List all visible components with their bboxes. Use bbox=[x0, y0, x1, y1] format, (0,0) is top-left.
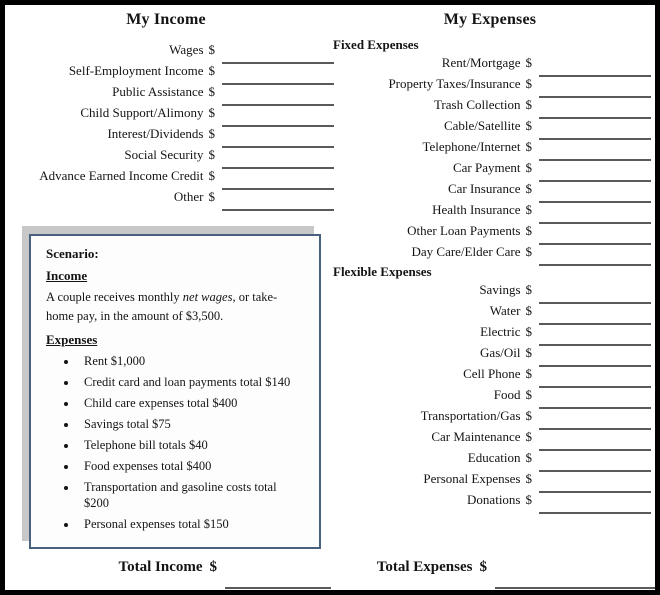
expense-item-label bbox=[333, 365, 539, 382]
item-text: Public Assistance bbox=[112, 84, 204, 99]
fill-in-line bbox=[222, 150, 334, 169]
expense-row bbox=[333, 243, 651, 264]
item-text: Donations bbox=[467, 492, 521, 507]
expense-item-label bbox=[333, 323, 539, 340]
income-item-label bbox=[9, 83, 222, 100]
expense-item-label bbox=[333, 470, 539, 487]
item-text: Day Care/Elder Care bbox=[411, 244, 521, 259]
expense-row bbox=[333, 96, 651, 117]
expense-row bbox=[333, 344, 651, 365]
currency-symbol: $ bbox=[525, 366, 532, 381]
item-text: Property Taxes/Insurance bbox=[388, 76, 521, 91]
item-text: Other Loan Payments bbox=[407, 223, 521, 238]
item-text: Personal Expenses bbox=[423, 471, 521, 486]
fill-in-line bbox=[539, 100, 651, 119]
fill-in-line bbox=[539, 163, 651, 182]
fill-in-line bbox=[539, 247, 651, 266]
fill-in-line bbox=[539, 142, 651, 161]
income-item-label bbox=[9, 62, 222, 79]
currency-symbol: $ bbox=[525, 97, 532, 112]
item-text: Car Maintenance bbox=[431, 429, 521, 444]
flexible-expenses-header: Flexible Expenses bbox=[333, 264, 432, 279]
currency-symbol: $ bbox=[208, 147, 215, 162]
fill-in-line bbox=[539, 306, 651, 325]
currency-symbol: $ bbox=[209, 559, 217, 575]
income-row bbox=[9, 125, 334, 146]
fill-in-line bbox=[222, 129, 334, 148]
currency-symbol: $ bbox=[525, 303, 532, 318]
item-text: Trash Collection bbox=[433, 97, 521, 112]
scenario-expenses-heading: Expenses bbox=[46, 332, 98, 347]
scenario-heading: Scenario: bbox=[46, 246, 99, 261]
expense-row bbox=[333, 407, 651, 428]
text-segment: A couple receives monthly bbox=[46, 290, 183, 304]
expense-item-label bbox=[333, 117, 539, 134]
item-text: Self-Employment Income bbox=[68, 63, 204, 78]
expense-item-label bbox=[333, 428, 539, 445]
expense-item-label bbox=[333, 491, 539, 508]
fill-in-line bbox=[539, 495, 651, 514]
fill-in-line bbox=[539, 226, 651, 245]
item-text: Total Expenses bbox=[376, 559, 473, 575]
expense-row bbox=[333, 54, 651, 75]
currency-symbol: $ bbox=[208, 84, 215, 99]
item-text: Cable/Satellite bbox=[443, 118, 521, 133]
expense-row bbox=[333, 386, 651, 407]
scenario-bullet: • Telephone bill totals $40 bbox=[78, 437, 304, 453]
item-text: Food bbox=[493, 387, 521, 402]
item-text: Child Support/Alimony bbox=[80, 105, 204, 120]
expense-item-label bbox=[333, 138, 539, 155]
income-row bbox=[9, 167, 334, 188]
expense-item-label bbox=[333, 159, 539, 176]
item-text: Gas/Oil bbox=[480, 345, 521, 360]
fill-in-line bbox=[539, 58, 651, 77]
total-income-label bbox=[9, 557, 225, 577]
income-item-label bbox=[9, 104, 222, 121]
total-expenses-label bbox=[341, 557, 495, 577]
item-text: Education bbox=[467, 450, 521, 465]
item-text: Interest/Dividends bbox=[107, 126, 204, 141]
fill-in-line bbox=[222, 192, 334, 211]
expense-row bbox=[333, 470, 651, 491]
expense-row bbox=[333, 428, 651, 449]
income-item-label bbox=[9, 146, 222, 163]
fill-in-line bbox=[222, 45, 334, 64]
expenses-title: My Expenses bbox=[443, 11, 537, 28]
currency-symbol: $ bbox=[525, 160, 532, 175]
item-text: Social Security bbox=[124, 147, 204, 162]
currency-symbol: $ bbox=[208, 189, 215, 204]
fill-in-line bbox=[539, 390, 651, 409]
expense-item-label bbox=[333, 180, 539, 197]
currency-symbol: $ bbox=[525, 492, 532, 507]
expense-row bbox=[333, 365, 651, 386]
income-item-label bbox=[9, 125, 222, 142]
currency-symbol: $ bbox=[208, 105, 215, 120]
currency-symbol: $ bbox=[525, 118, 532, 133]
currency-symbol: $ bbox=[525, 324, 532, 339]
expense-item-label bbox=[333, 75, 539, 92]
expense-row bbox=[333, 159, 651, 180]
scenario-box bbox=[29, 234, 321, 549]
expense-row bbox=[333, 138, 651, 159]
scenario-bullet: • Food expenses total $400 bbox=[78, 458, 304, 474]
currency-symbol: $ bbox=[525, 471, 532, 486]
item-text: Transportation/Gas bbox=[420, 408, 521, 423]
fill-in-line bbox=[539, 411, 651, 430]
fill-in-line bbox=[539, 184, 651, 203]
expense-row bbox=[333, 75, 651, 96]
fill-in-line bbox=[222, 171, 334, 190]
fill-in-line bbox=[539, 474, 651, 493]
scenario-income-heading: Income bbox=[46, 268, 88, 283]
expenses-section bbox=[333, 37, 651, 512]
fill-in-line bbox=[222, 108, 334, 127]
expense-item-label bbox=[333, 302, 539, 319]
fill-in-line bbox=[222, 66, 334, 85]
scenario-bullet: • Rent $1,000 bbox=[78, 353, 304, 369]
fill-in-line bbox=[539, 369, 651, 388]
total-expenses-row bbox=[341, 557, 655, 581]
income-item-label bbox=[9, 188, 222, 205]
text-segment-italic: net wages bbox=[182, 290, 233, 304]
expense-item-label bbox=[333, 386, 539, 403]
item-text: Cell Phone bbox=[463, 366, 521, 381]
scenario-income-text bbox=[46, 288, 304, 326]
expense-item-label bbox=[333, 96, 539, 113]
expense-item-label bbox=[333, 243, 539, 260]
currency-symbol: $ bbox=[525, 429, 532, 444]
item-text: Telephone/Internet bbox=[422, 139, 521, 154]
item-text: Water bbox=[489, 303, 521, 318]
item-text: Electric bbox=[480, 324, 521, 339]
currency-symbol: $ bbox=[525, 282, 532, 297]
fill-in-line bbox=[539, 121, 651, 140]
fill-in-line bbox=[539, 348, 651, 367]
currency-symbol: $ bbox=[525, 345, 532, 360]
fill-in-line bbox=[539, 327, 651, 346]
fill-in-line bbox=[539, 453, 651, 472]
fill-in-line bbox=[539, 285, 651, 304]
item-text: Rent/Mortgage bbox=[441, 55, 521, 70]
item-text: Other bbox=[173, 189, 204, 204]
expense-row bbox=[333, 222, 651, 243]
income-row bbox=[9, 83, 334, 104]
currency-symbol: $ bbox=[525, 202, 532, 217]
expense-item-label bbox=[333, 201, 539, 218]
income-row bbox=[9, 62, 334, 83]
currency-symbol: $ bbox=[525, 139, 532, 154]
currency-symbol: $ bbox=[208, 126, 215, 141]
expense-item-label bbox=[333, 222, 539, 239]
expense-row bbox=[333, 201, 651, 222]
currency-symbol: $ bbox=[525, 55, 532, 70]
expense-row bbox=[333, 117, 651, 138]
expense-item-label bbox=[333, 407, 539, 424]
currency-symbol: $ bbox=[525, 76, 532, 91]
expense-item-label bbox=[333, 449, 539, 466]
fill-in-line bbox=[539, 205, 651, 224]
scenario-bullet: • Personal expenses total $150 bbox=[78, 516, 304, 532]
scenario-bullet: • Child care expenses total $400 bbox=[78, 395, 304, 411]
total-expenses-line bbox=[495, 565, 655, 589]
currency-symbol: $ bbox=[525, 223, 532, 238]
income-title: My Income bbox=[126, 11, 206, 28]
currency-symbol: $ bbox=[208, 63, 215, 78]
item-text: Car Payment bbox=[452, 160, 521, 175]
income-item-label bbox=[9, 167, 222, 184]
expense-row bbox=[333, 180, 651, 201]
expense-item-label bbox=[333, 54, 539, 71]
item-text: Health Insurance bbox=[432, 202, 521, 217]
expense-item-label bbox=[333, 281, 539, 298]
item-text: Car Insurance bbox=[447, 181, 521, 196]
text-segment: , or take-home pay, in the amount of $3,500. bbox=[46, 290, 278, 323]
income-item-label bbox=[9, 41, 222, 58]
item-text: Total Income bbox=[118, 559, 203, 575]
expense-row bbox=[333, 491, 651, 512]
income-row bbox=[9, 146, 334, 167]
total-income-row bbox=[9, 557, 331, 581]
expense-row bbox=[333, 449, 651, 470]
currency-symbol: $ bbox=[525, 450, 532, 465]
scenario-bullet: • Credit card and loan payments total $140 bbox=[78, 374, 304, 390]
currency-symbol: $ bbox=[208, 42, 215, 57]
currency-symbol: $ bbox=[525, 387, 532, 402]
total-income-line bbox=[225, 565, 331, 589]
fill-in-line bbox=[222, 87, 334, 106]
income-row bbox=[9, 41, 334, 62]
item-text: Wages bbox=[169, 42, 204, 57]
fill-in-line bbox=[539, 432, 651, 451]
scenario-bullet: • Transportation and gasoline costs total $200 bbox=[78, 479, 304, 511]
income-row bbox=[9, 104, 334, 125]
fill-in-line bbox=[539, 79, 651, 98]
scenario-bullet-list bbox=[46, 353, 304, 532]
expense-row bbox=[333, 302, 651, 323]
currency-symbol: $ bbox=[479, 559, 487, 575]
scenario-bullet: • Savings total $75 bbox=[78, 416, 304, 432]
item-text: Savings bbox=[479, 282, 521, 297]
currency-symbol: $ bbox=[208, 168, 215, 183]
item-text: Advance Earned Income Credit bbox=[39, 168, 204, 183]
fixed-expenses-header: Fixed Expenses bbox=[333, 37, 419, 52]
expense-row bbox=[333, 323, 651, 344]
expense-row bbox=[333, 281, 651, 302]
income-section bbox=[9, 41, 334, 209]
income-row bbox=[9, 188, 334, 209]
expense-item-label bbox=[333, 344, 539, 361]
currency-symbol: $ bbox=[525, 181, 532, 196]
currency-symbol: $ bbox=[525, 408, 532, 423]
currency-symbol: $ bbox=[525, 244, 532, 259]
